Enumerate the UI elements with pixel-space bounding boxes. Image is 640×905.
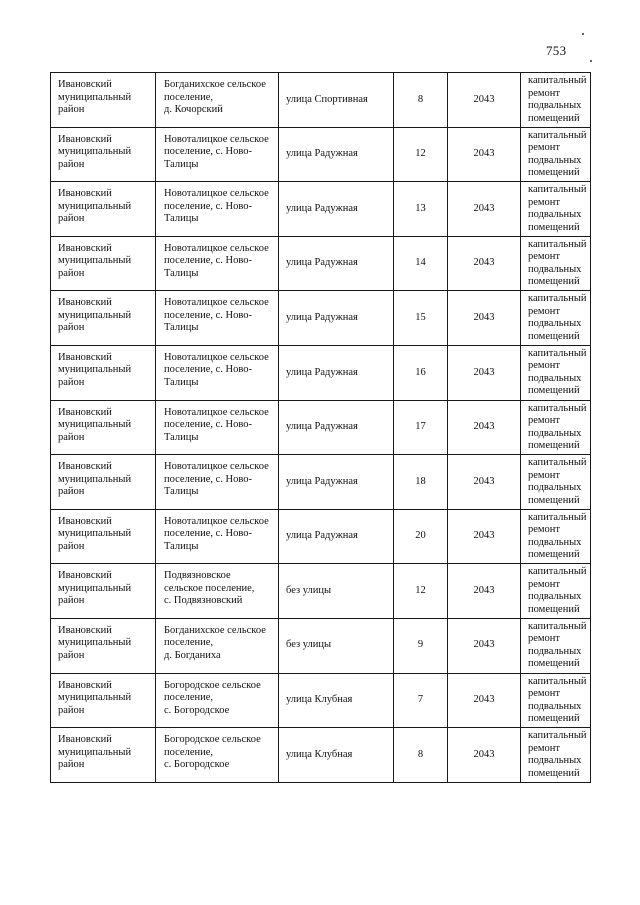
work-type-cell: капитальный ремонт подвальных помещений bbox=[521, 673, 591, 728]
year-cell: 2043 bbox=[448, 455, 521, 510]
street-cell: без улицы bbox=[279, 564, 394, 619]
work-type-cell: капитальный ремонт подвальных помещений bbox=[521, 564, 591, 619]
work-type-cell: капитальный ремонт подвальных помещений bbox=[521, 728, 591, 783]
street-cell: улица Клубная bbox=[279, 728, 394, 783]
year-cell: 2043 bbox=[448, 564, 521, 619]
district-cell: Ивановский муниципальный район bbox=[51, 564, 156, 619]
year-cell: 2043 bbox=[448, 673, 521, 728]
repair-schedule-table bbox=[50, 72, 591, 783]
district-cell: Ивановский муниципальный район bbox=[51, 728, 156, 783]
work-type-cell: капитальный ремонт подвальных помещений bbox=[521, 236, 591, 291]
table-row bbox=[51, 618, 591, 673]
house-number-cell: 8 bbox=[394, 728, 448, 783]
year-cell: 2043 bbox=[448, 345, 521, 400]
district-cell: Ивановский муниципальный район bbox=[51, 400, 156, 455]
house-number-cell: 12 bbox=[394, 564, 448, 619]
street-cell: улица Радужная bbox=[279, 182, 394, 237]
table-row bbox=[51, 728, 591, 783]
district-cell: Ивановский муниципальный район bbox=[51, 455, 156, 510]
district-cell: Ивановский муниципальный район bbox=[51, 618, 156, 673]
year-cell: 2043 bbox=[448, 291, 521, 346]
year-cell: 2043 bbox=[448, 618, 521, 673]
street-cell: улица Радужная bbox=[279, 127, 394, 182]
table-row bbox=[51, 455, 591, 510]
street-cell: улица Радужная bbox=[279, 291, 394, 346]
settlement-cell: Новоталицкое сельское поселение, с. Ново- Талицы bbox=[156, 509, 279, 564]
street-cell: улица Радужная bbox=[279, 236, 394, 291]
street-cell: улица Спортивная bbox=[279, 73, 394, 128]
table-row bbox=[51, 236, 591, 291]
page-number: 753 bbox=[546, 43, 567, 58]
table-row bbox=[51, 182, 591, 237]
year-cell: 2043 bbox=[448, 182, 521, 237]
district-cell: Ивановский муниципальный район bbox=[51, 182, 156, 237]
house-number-cell: 18 bbox=[394, 455, 448, 510]
settlement-cell: Новоталицкое сельское поселение, с. Ново- Талицы bbox=[156, 345, 279, 400]
street-cell: улица Радужная bbox=[279, 455, 394, 510]
table-row bbox=[51, 291, 591, 346]
house-number-cell: 8 bbox=[394, 73, 448, 128]
street-cell: улица Радужная bbox=[279, 509, 394, 564]
settlement-cell: Новоталицкое сельское поселение, с. Ново- Талицы bbox=[156, 291, 279, 346]
table-row bbox=[51, 564, 591, 619]
house-number-cell: 9 bbox=[394, 618, 448, 673]
scan-speck bbox=[582, 33, 584, 35]
work-type-cell: капитальный ремонт подвальных помещений bbox=[521, 127, 591, 182]
settlement-cell: Новоталицкое сельское поселение, с. Ново- Талицы bbox=[156, 236, 279, 291]
settlement-cell: Богородское сельское поселение, с. Богородское bbox=[156, 728, 279, 783]
work-type-cell: капитальный ремонт подвальных помещений bbox=[521, 345, 591, 400]
district-cell: Ивановский муниципальный район bbox=[51, 127, 156, 182]
work-type-cell: капитальный ремонт подвальных помещений bbox=[521, 291, 591, 346]
settlement-cell: Новоталицкое сельское поселение, с. Ново- Талицы bbox=[156, 182, 279, 237]
house-number-cell: 17 bbox=[394, 400, 448, 455]
house-number-cell: 7 bbox=[394, 673, 448, 728]
table-row bbox=[51, 509, 591, 564]
settlement-cell: Богородское сельское поселение, с. Богородское bbox=[156, 673, 279, 728]
settlement-cell: Новоталицкое сельское поселение, с. Ново- Талицы bbox=[156, 127, 279, 182]
settlement-cell: Подвязновское сельское поселение, с. Подвязновский bbox=[156, 564, 279, 619]
settlement-cell: Новоталицкое сельское поселение, с. Ново- Талицы bbox=[156, 400, 279, 455]
street-cell: улица Клубная bbox=[279, 673, 394, 728]
table-row bbox=[51, 673, 591, 728]
house-number-cell: 14 bbox=[394, 236, 448, 291]
district-cell: Ивановский муниципальный район bbox=[51, 73, 156, 128]
scan-speck bbox=[590, 60, 592, 62]
year-cell: 2043 bbox=[448, 236, 521, 291]
settlement-cell: Богданихское сельское поселение, д. Богданиха bbox=[156, 618, 279, 673]
work-type-cell: капитальный ремонт подвальных помещений bbox=[521, 400, 591, 455]
settlement-cell: Богданихское сельское поселение, д. Кочорский bbox=[156, 73, 279, 128]
year-cell: 2043 bbox=[448, 509, 521, 564]
work-type-cell: капитальный ремонт подвальных помещений bbox=[521, 618, 591, 673]
house-number-cell: 16 bbox=[394, 345, 448, 400]
table-body bbox=[51, 73, 591, 783]
table-row bbox=[51, 73, 591, 128]
street-cell: улица Радужная bbox=[279, 400, 394, 455]
settlement-cell: Новоталицкое сельское поселение, с. Ново- Талицы bbox=[156, 455, 279, 510]
table-row bbox=[51, 345, 591, 400]
district-cell: Ивановский муниципальный район bbox=[51, 673, 156, 728]
work-type-cell: капитальный ремонт подвальных помещений bbox=[521, 509, 591, 564]
work-type-cell: капитальный ремонт подвальных помещений bbox=[521, 182, 591, 237]
year-cell: 2043 bbox=[448, 73, 521, 128]
year-cell: 2043 bbox=[448, 728, 521, 783]
house-number-cell: 20 bbox=[394, 509, 448, 564]
district-cell: Ивановский муниципальный район bbox=[51, 345, 156, 400]
district-cell: Ивановский муниципальный район bbox=[51, 509, 156, 564]
table-row bbox=[51, 127, 591, 182]
house-number-cell: 12 bbox=[394, 127, 448, 182]
table-row bbox=[51, 400, 591, 455]
house-number-cell: 15 bbox=[394, 291, 448, 346]
house-number-cell: 13 bbox=[394, 182, 448, 237]
district-cell: Ивановский муниципальный район bbox=[51, 291, 156, 346]
street-cell: улица Радужная bbox=[279, 345, 394, 400]
work-type-cell: капитальный ремонт подвальных помещений bbox=[521, 73, 591, 128]
district-cell: Ивановский муниципальный район bbox=[51, 236, 156, 291]
year-cell: 2043 bbox=[448, 127, 521, 182]
work-type-cell: капитальный ремонт подвальных помещений bbox=[521, 455, 591, 510]
street-cell: без улицы bbox=[279, 618, 394, 673]
year-cell: 2043 bbox=[448, 400, 521, 455]
